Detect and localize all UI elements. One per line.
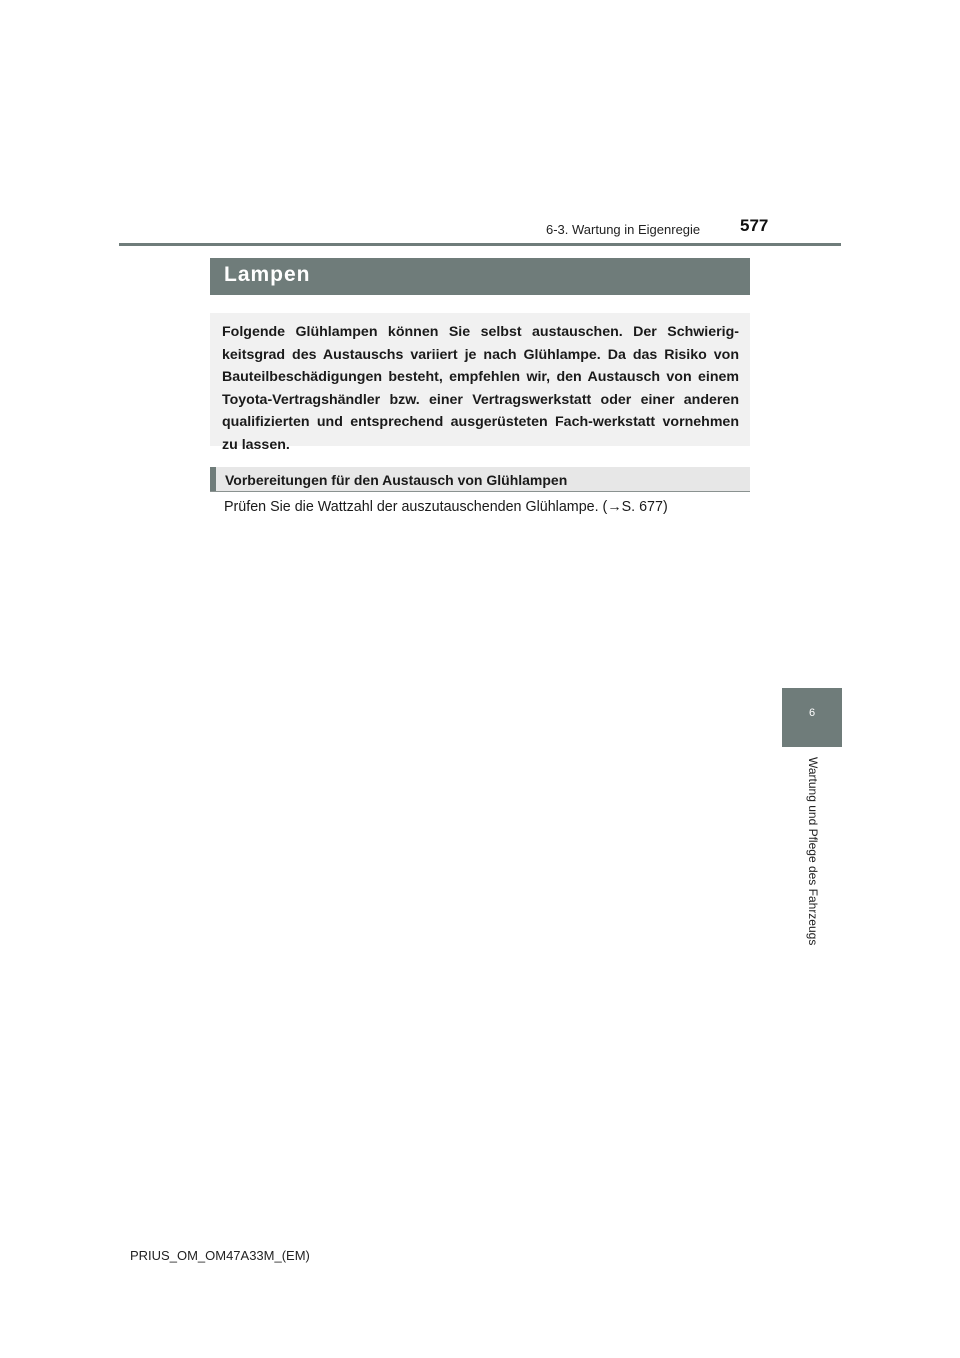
footer-document-code: PRIUS_OM_OM47A33M_(EM) <box>130 1248 310 1263</box>
chapter-tab <box>782 688 842 747</box>
subheading-text: Vorbereitungen für den Austausch von Glühlampen <box>225 472 568 488</box>
subheading-bar <box>210 467 750 492</box>
chapter-number: 6 <box>808 707 816 719</box>
chapter-title: Wartung und Pflege des Fahrzeugs <box>806 757 820 946</box>
page-number: 577 <box>740 216 769 235</box>
subheading-marker <box>210 467 216 491</box>
section-title-bar <box>210 258 750 295</box>
header-rule <box>119 243 841 246</box>
body-text: Prüfen Sie die Wattzahl der auszutauschenden Glühlampe. (→S. 677) <box>224 499 668 515</box>
section-label: 6-3. Wartung in Eigenregie <box>546 222 701 237</box>
section-title: Lampen <box>224 263 311 286</box>
intro-box <box>210 313 750 453</box>
intro-text: Folgende Glühlampen können Sie selbst austauschen. Der Schwierig-keitsgrad des Austauschs variiert je nach Glühlampe. Da das Risiko von Bauteilbeschädigungen besteht, empfehlen wir, den Austausch von einem Toyota-Vertragshändler bzw. einer Vertragswerkstatt oder einer anderen qualifizierten und entsprechend ausgerüsteten Fach-werkstatt vornehmen zu lassen. <box>222 324 739 453</box>
